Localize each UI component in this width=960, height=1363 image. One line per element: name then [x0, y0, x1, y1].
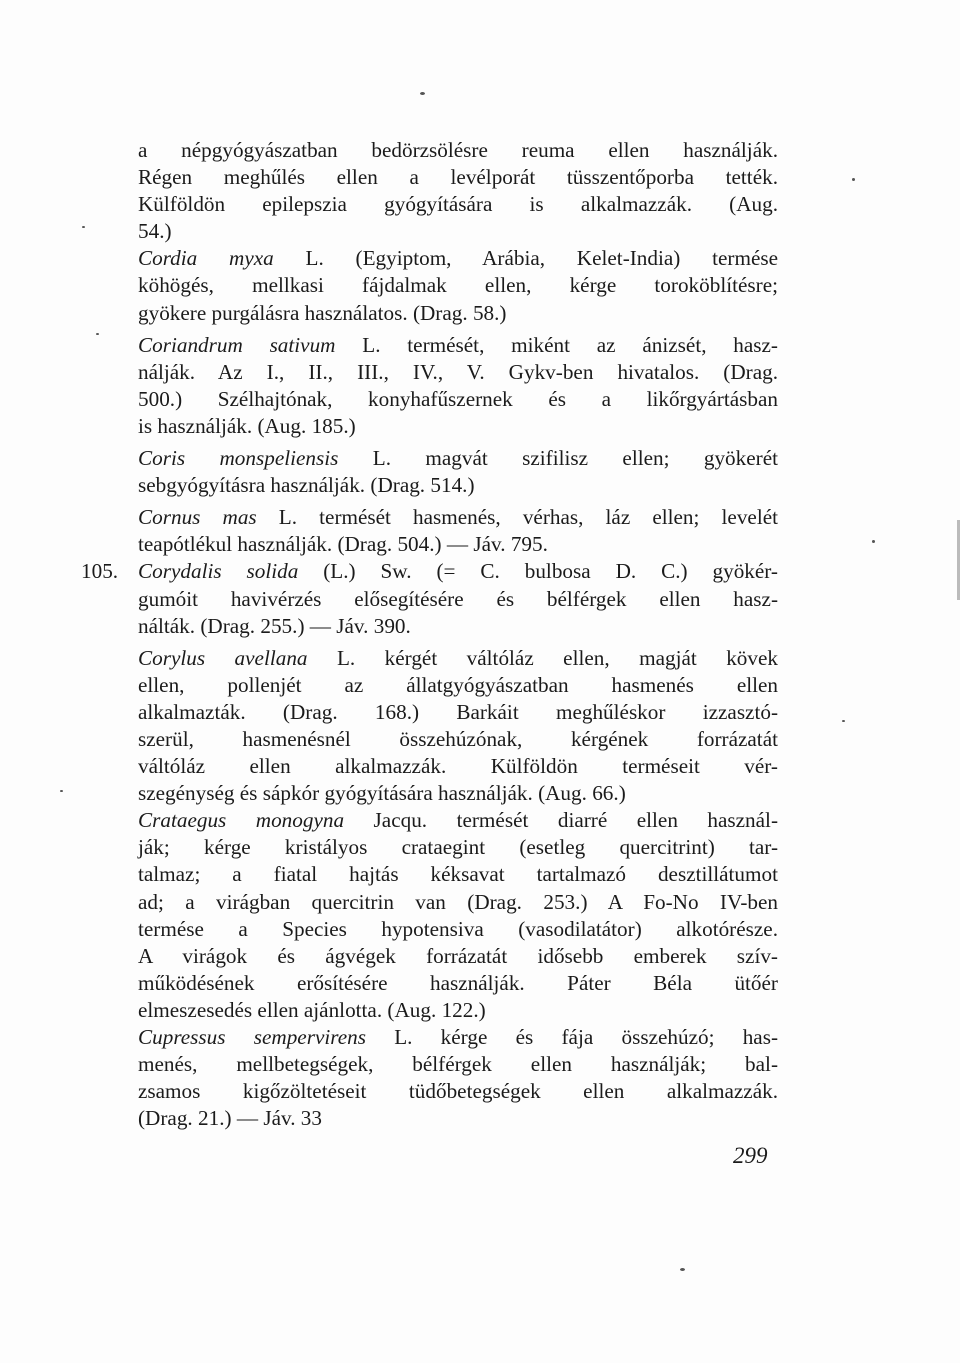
entry-number: 105.: [81, 559, 119, 584]
species-name: Corydalis solida: [138, 559, 299, 584]
species-name: Cordia myxa: [138, 246, 274, 271]
scan-speck: [852, 178, 855, 181]
text-line: a népgyógyászatban bedörzsölésre reuma ellen használják.: [138, 138, 778, 162]
scan-speck: [96, 333, 99, 335]
scan-speck: [420, 92, 425, 95]
entry-cupressus-sempervirens: Cupressus sempervirens L. kérge és fája összehúzó; has-: [138, 1025, 778, 1049]
species-name: Corylus avellana: [138, 645, 308, 670]
text-line: ják; kérge kristályos crataegint (esetleg quercitrint) tar-: [138, 835, 778, 860]
text-line: működésének erősítésére használják. Páter Béla ütőér: [138, 970, 778, 995]
text-line: nálták. (Drag. 255.) — Jáv. 390.: [138, 613, 411, 638]
text-line: Külföldön epilepszia gyógyítására is alkalmazzák. (Aug.: [138, 192, 778, 217]
species-name: Coriandrum sativum: [138, 332, 336, 357]
entry-coris-monspeliensis: Coris monspeliensis L. magvát szifilisz ellen; gyökerét: [138, 446, 778, 471]
text-line: menés, mellbetegségek, bélférgek ellen használják; bal-: [138, 1052, 778, 1077]
text-line: váltóláz ellen alkalmazzák. Külföldön terméseit vér-: [138, 754, 778, 779]
text-line: sebgyógyításra használják. (Drag. 514.): [138, 473, 475, 498]
entry-corylus-avellana: Corylus avellana L. kérgét váltóláz ellen, magját kövek: [138, 645, 778, 670]
text-line: gyökere purgálásra használatos. (Drag. 58.): [138, 300, 507, 325]
entry-coriandrum-sativum: Coriandrum sativum L. termését, miként az ánizsét, hasz-: [138, 332, 778, 357]
scan-speck: [842, 720, 845, 722]
text-line: A virágok és ágvégek forrázatát idősebb emberek szív-: [138, 943, 778, 968]
text-line: gumóit havivérzés elősegítésére és bélférgek ellen hasz-: [138, 586, 778, 611]
text-line: ad; a virágban quercitrin van (Drag. 253.) A Fo-No IV-ben: [138, 889, 778, 914]
entry-crataegus-monogyna: Crataegus monogyna Jacqu. termését diarré ellen használ-: [138, 808, 779, 833]
text-line: alkalmazták. (Drag. 168.) Barkáit meghűléskor izzasztó-: [138, 699, 778, 724]
text-line: 54.): [138, 219, 172, 244]
entry-cordia-myxa: Cordia myxa L. (Egyiptom, Arábia, Kelet-India) termése: [138, 246, 778, 271]
scan-speck: [680, 1268, 685, 1271]
page-body-text: [81, 137, 779, 1132]
text-line: nálják. Az I., II., III., IV., V. Gykv-ben hivatalos. (Drag.: [138, 359, 778, 384]
text-line: Régen meghűlés ellen a levélporát tüsszentőporba tették.: [138, 165, 778, 190]
page-number: 299: [733, 1143, 768, 1168]
text-line: elmeszesedés ellen ajánlotta. (Aug. 122.): [138, 997, 486, 1022]
text-line: talmaz; a fiatal hajtás kéksavat tartalmazó desztillátumot: [138, 862, 778, 887]
text-line: 500.) Szélhajtónak, konyhafűszernek és a likőrgyártásban: [138, 386, 778, 411]
species-name: Cupressus sempervirens: [138, 1025, 366, 1049]
text-line: köhögés, mellkasi fájdalmak ellen, kérge toroköblítésre;: [138, 273, 778, 298]
entry-corydalis-solida: 105. Corydalis solida (L.) Sw. (= C. bulbosa D. C.) gyökér-: [138, 558, 778, 585]
text-line: (Drag. 21.) — Jáv. 33: [138, 1106, 322, 1131]
scan-speck: [82, 226, 85, 228]
text-line: termése a Species hypotensiva (vasodilatátor) alkotórésze.: [138, 916, 778, 941]
entry-cornus-mas: Cornus mas L. termését hasmenés, vérhas, láz ellen; levelét: [138, 505, 778, 530]
species-name: Coris monspeliensis: [138, 446, 339, 471]
text-line: zsamos kigőzöltetéseit tüdőbetegségek ellen alkalmazzák.: [138, 1079, 778, 1104]
text-line: teapótlékul használják. (Drag. 504.) — Jáv. 795.: [138, 532, 548, 557]
text-line: szegénység és sápkór gyógyítására használják. (Aug. 66.): [138, 781, 626, 806]
text-line: is használják. (Aug. 185.): [138, 413, 356, 438]
scan-speck: [60, 790, 63, 792]
text-line: szerül, hasmenésnél összehúzónak, kérgének forrázatát: [138, 726, 778, 751]
species-name: Crataegus monogyna: [138, 808, 345, 833]
text-line: ellen, pollenjét az állatgyógyászatban hasmenés ellen: [138, 672, 778, 697]
species-name: Cornus mas: [138, 505, 257, 530]
scan-speck: [872, 540, 875, 543]
